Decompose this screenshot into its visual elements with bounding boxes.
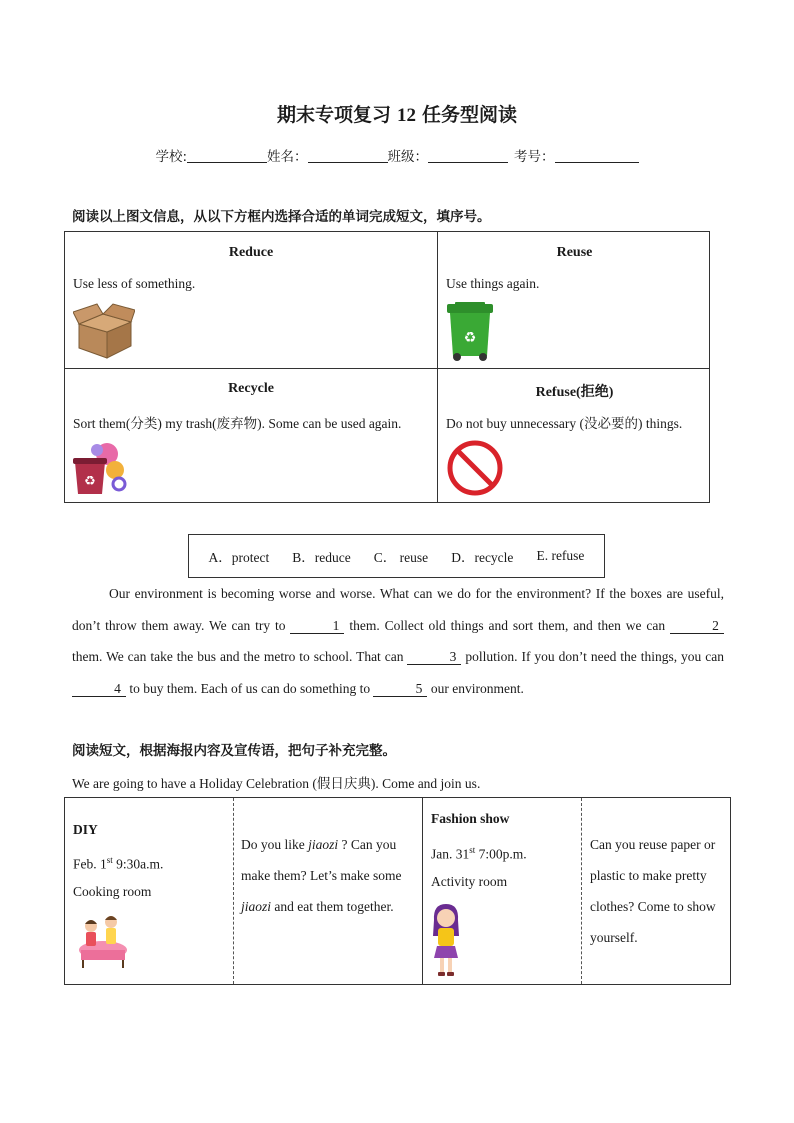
section2-intro: We are going to have a Holiday Celebration (假日庆典). Come and join us. xyxy=(72,776,481,791)
blank-2[interactable]: 2 xyxy=(670,618,724,634)
blank-4[interactable]: 4 xyxy=(72,681,126,697)
diy-place: Cooking room xyxy=(73,884,152,899)
name-label: 姓名： xyxy=(267,149,308,165)
reduce-title: Reduce xyxy=(228,245,274,260)
diy-title: DIY xyxy=(73,822,98,837)
school-label: 学校: xyxy=(155,149,188,165)
blank-1[interactable]: 1 xyxy=(290,618,344,634)
diy-slogan: Do you like jiaozi ? Can you make them? Let’s make some jiaozi and eat them together. xyxy=(241,837,402,914)
student-info-line xyxy=(0,145,794,165)
section2-instruction: 阅读短文，根据海报内容及宣传语，把句子补充完整。 xyxy=(72,743,396,759)
waste-rules-table xyxy=(64,231,710,503)
school-blank[interactable] xyxy=(187,148,267,163)
choice-a: A．protect xyxy=(208,550,270,565)
exam-no-label: 考号： xyxy=(514,149,555,165)
reduce-text: Use less of something. xyxy=(73,276,196,291)
title-prefix: 期末专项复习 xyxy=(276,104,391,126)
recycle-bin-icon xyxy=(71,440,129,496)
diy-date: Feb. 1st 9:30a.m. xyxy=(73,855,164,872)
name-blank[interactable] xyxy=(308,148,388,163)
green-bin-icon xyxy=(445,302,495,362)
word-choices-box xyxy=(188,534,605,578)
class-blank[interactable] xyxy=(428,148,508,163)
reuse-text: Use things again. xyxy=(446,276,540,291)
cardboard-box-icon xyxy=(73,302,135,360)
fashion-girl-icon xyxy=(429,902,463,978)
svg-text:♻: ♻ xyxy=(84,474,96,489)
choice-b: B．reduce xyxy=(292,550,351,565)
fashion-date: Jan. 31st 7:00p.m. xyxy=(431,845,527,862)
recycle-title: Recycle xyxy=(228,381,274,396)
fashion-place: Activity room xyxy=(431,874,508,889)
reuse-title: Reuse xyxy=(556,245,593,260)
prohibition-sign-icon xyxy=(446,439,504,497)
class-label: 班级： xyxy=(387,149,429,165)
choice-d: D．recycle xyxy=(451,550,514,565)
blank-5[interactable]: 5 xyxy=(373,681,427,697)
cloze-passage: Our environment is becoming worse and worse. What can we do for the environment? If the boxes are useful, don’t throw them away. We can try to 1 them. Collect old things and sort them, and then we can 2 them. We can take the bus and the metro to school. That can 3 pollution. If you don’t need the things, you can 4 to buy them. Each of us can do something to 5 our environment. xyxy=(72,586,724,696)
section1-instruction: 阅读以上图文信息，从以下方框内选择合适的单词完成短文，填序号。 xyxy=(72,209,491,225)
exam-no-blank[interactable] xyxy=(555,148,639,163)
holiday-poster-table xyxy=(64,797,731,985)
fashion-title: Fashion show xyxy=(431,811,510,826)
fashion-slogan: Can you reuse paper or plastic to make pretty clothes? Come to show yourself. xyxy=(590,837,716,945)
cooking-kids-icon xyxy=(73,910,129,968)
svg-text:♻: ♻ xyxy=(463,330,477,346)
choice-c: C． reuse xyxy=(373,550,429,565)
refuse-title: Refuse(拒绝) xyxy=(535,385,614,400)
recycle-text: Sort them(分类) my trash(废弃物). Some can be used again. xyxy=(73,416,402,431)
blank-3[interactable]: 3 xyxy=(407,649,461,665)
choice-e: E. refuse xyxy=(536,548,585,563)
title-number: 12 xyxy=(397,105,416,126)
page-title xyxy=(0,100,794,127)
title-suffix: 任务型阅读 xyxy=(422,104,518,126)
refuse-text: Do not buy unnecessary (没必要的) things. xyxy=(446,416,683,431)
